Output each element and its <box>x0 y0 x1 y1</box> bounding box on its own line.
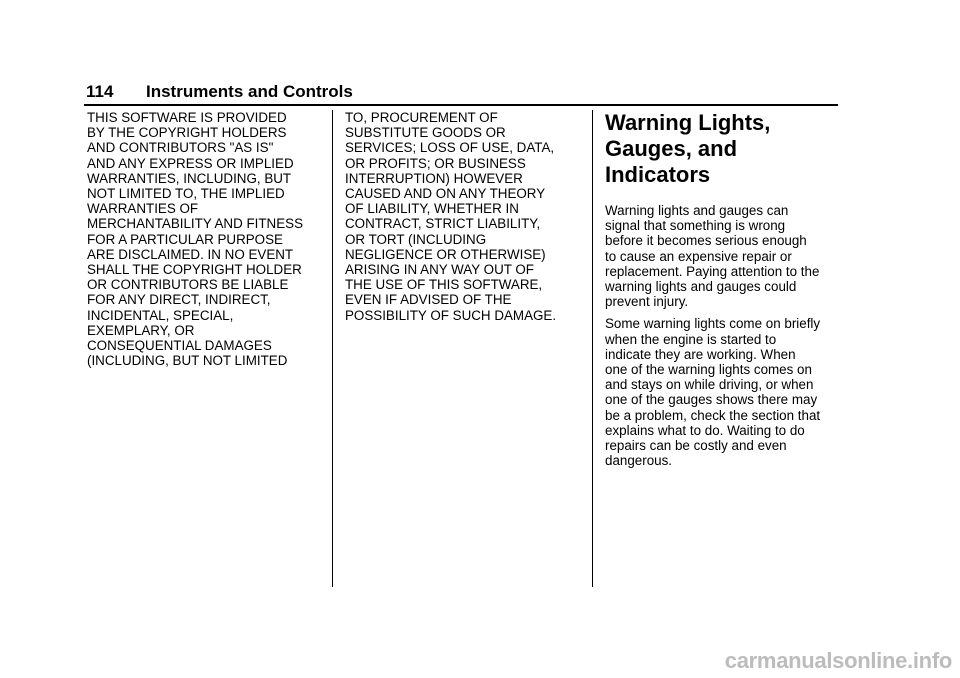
page-number: 114 <box>86 82 114 101</box>
text-line: INCIDENTAL, SPECIAL, <box>87 307 234 323</box>
text-line: NOT LIMITED TO, THE IMPLIED <box>87 186 285 202</box>
text-line: EXEMPLARY, OR <box>87 322 195 338</box>
header-rule <box>84 104 838 106</box>
text-line: CONTRACT, STRICT LIABILITY, <box>345 216 541 232</box>
text-line: SERVICES; LOSS OF USE, DATA, <box>345 140 555 156</box>
text-line: dangerous. <box>605 453 673 469</box>
text-line: ARE DISCLAIMED. IN NO EVENT <box>87 246 294 262</box>
text-line: ARISING IN ANY WAY OUT OF <box>345 262 534 278</box>
text-line: FOR ANY DIRECT, INDIRECT, <box>87 292 271 308</box>
text-line: to cause an expensive repair or <box>605 248 792 264</box>
heading-line: Gauges, and <box>605 136 738 161</box>
license-column-1 <box>87 110 327 368</box>
text-line: signal that something is wrong <box>605 218 786 234</box>
heading-line: Indicators <box>605 162 711 187</box>
text-line: EVEN IF ADVISED OF THE <box>345 292 512 308</box>
text-line: CAUSED AND ON ANY THEORY <box>345 186 546 202</box>
text-line: WARRANTIES, INCLUDING, BUT <box>87 170 292 186</box>
text-line: one of the warning lights comes on <box>605 362 812 378</box>
text-line: FOR A PARTICULAR PURPOSE <box>87 231 283 247</box>
text-line: THE USE OF THIS SOFTWARE, <box>345 277 543 293</box>
text-line: MERCHANTABILITY AND FITNESS <box>87 216 304 232</box>
column-divider <box>592 110 593 587</box>
text-line: POSSIBILITY OF SUCH DAMAGE. <box>345 307 557 323</box>
text-line: WARRANTIES OF <box>87 201 199 217</box>
paragraph-2 <box>605 316 845 468</box>
text-line: AND ANY EXPRESS OR IMPLIED <box>87 155 294 171</box>
text-line: prevent injury. <box>605 294 689 310</box>
heading-line: Warning Lights, <box>605 110 771 135</box>
text-line: Some warning lights come on briefly <box>605 316 821 332</box>
text-line: Warning lights and gauges can <box>605 203 789 218</box>
text-line: before it becomes serious enough <box>605 233 807 249</box>
text-line: OR CONTRIBUTORS BE LIABLE <box>87 277 289 293</box>
text-line: (INCLUDING, BUT NOT LIMITED <box>87 353 288 369</box>
text-line: indicate they are working. When <box>605 346 796 362</box>
text-line: BY THE COPYRIGHT HOLDERS <box>87 125 287 141</box>
license-column-2 <box>345 110 585 323</box>
text-line: OR PROFITS; OR BUSINESS <box>345 155 526 171</box>
text-line: and stays on while driving, or when <box>605 377 814 393</box>
paragraph-1 <box>605 203 845 309</box>
text-line: warning lights and gauges could <box>605 279 797 295</box>
section-title: Instruments and Controls <box>146 82 353 101</box>
text-line: TO, PROCUREMENT OF <box>345 110 498 125</box>
text-line: be a problem, check the section that <box>605 407 821 423</box>
text-line: repairs can be costly and even <box>605 438 787 454</box>
page-header <box>86 82 838 104</box>
text-line: one of the gauges shows there may <box>605 392 818 408</box>
text-line: NEGLIGENCE OR OTHERWISE) <box>345 246 546 262</box>
text-line: replacement. Paying attention to the <box>605 263 820 279</box>
text-line: SUBSTITUTE GOODS OR <box>345 125 506 141</box>
text-line: OF LIABILITY, WHETHER IN <box>345 201 519 217</box>
text-line: INTERRUPTION) HOWEVER <box>345 170 523 186</box>
warning-lights-column <box>605 110 845 475</box>
text-line: OR TORT (INCLUDING <box>345 231 487 247</box>
watermark: carmanualsonline.info <box>724 648 952 673</box>
text-line: SHALL THE COPYRIGHT HOLDER <box>87 262 302 278</box>
text-line: CONSEQUENTIAL DAMAGES <box>87 338 272 354</box>
text-line: when the engine is started to <box>605 331 777 347</box>
column-divider <box>332 110 333 587</box>
text-line: AND CONTRIBUTORS "AS IS" <box>87 140 274 156</box>
text-line: explains what to do. Waiting to do <box>605 422 805 438</box>
text-line: THIS SOFTWARE IS PROVIDED <box>87 110 287 125</box>
section-heading <box>605 110 845 188</box>
